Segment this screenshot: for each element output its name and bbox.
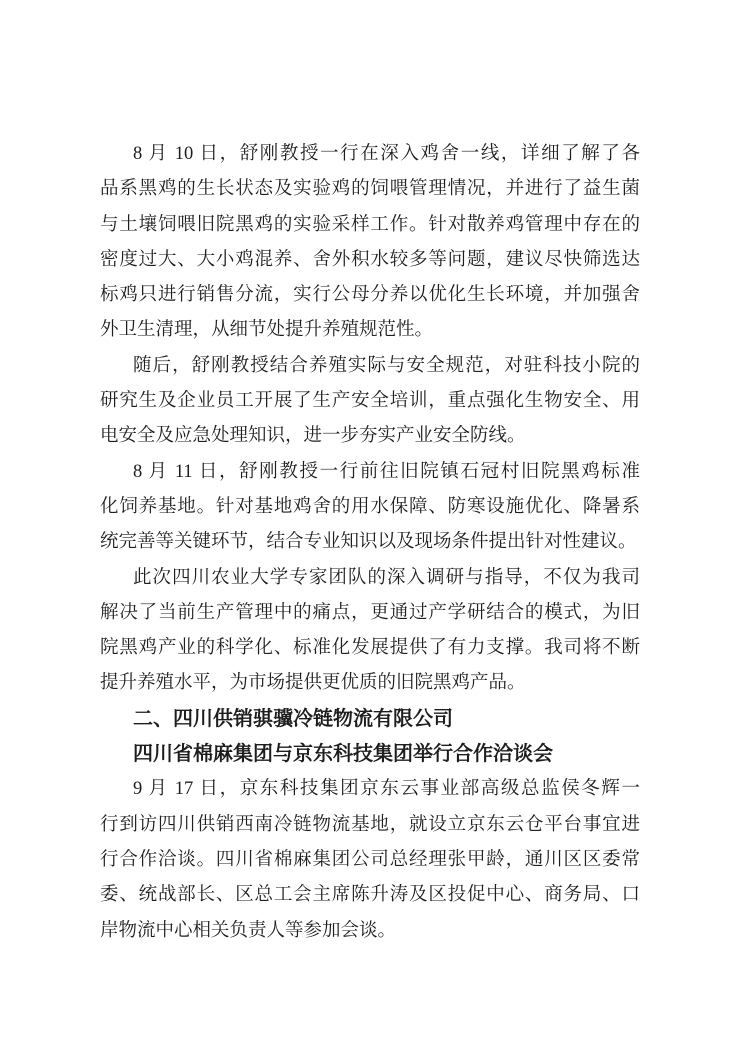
text-line: 与土壤饲喂旧院黑鸡的实验采样工作。针对散养鸡管理中存在的 [100,214,640,235]
paragraph-summary [100,561,640,702]
text-line: 品系黑鸡的生长状态及实验鸡的饲喂管理情况，并进行了益生菌 [100,179,640,200]
paragraph-safety-training [100,349,640,455]
text-line: 二、四川供销骐骥冷链物流有限公司 [133,707,453,730]
text-line: 随后，舒刚教授结合养殖实际与安全规范，对驻科技小院的 [133,355,640,376]
text-line: 8 月 11 日，舒刚教授一行前往旧院镇石冠村旧院黑鸡标准 [133,461,640,482]
text-line: 研究生及企业员工开展了生产安全培训，重点强化生物安全、用 [100,391,640,412]
subsection-heading-meeting [100,737,640,772]
text-line: 行到访四川供销西南冷链物流基地，就设立京东云仓平台事宜进 [100,814,640,835]
text-line: 统完善等关键环节，结合专业知识以及现场条件提出针对性建议。 [100,532,637,553]
paragraph-jd-meeting-sep17 [100,772,640,948]
text-line: 院黑鸡产业的科学化、标准化发展提供了有力支撑。我司将不断 [100,638,640,659]
paragraph-expert-visit-aug10 [100,137,640,349]
paragraph-base-visit-aug11 [100,455,640,561]
text-line: 委、统战部长、区总工会主席陈升涛及区投促中心、商务局、口 [100,885,640,906]
text-line: 岸物流中心相关负责人等参加会谈。 [100,920,397,941]
text-line: 解决了当前生产管理中的痛点，更通过产学研结合的模式，为旧 [100,602,640,623]
text-line: 9 月 17 日，京东科技集团京东云事业部高级总监侯冬辉一 [133,779,640,800]
text-line: 提升养殖水平，为市场提供更优质的旧院黑鸡产品。 [100,673,526,694]
text-line: 密度过大、大小鸡混养、舍外积水较多等问题，建议尽快筛选达 [100,249,640,270]
text-line: 标鸡只进行销售分流，实行公母分养以优化生长环境，并加强舍 [100,285,640,306]
text-line: 四川省棉麻集团与京东科技集团举行合作洽谈会 [133,743,553,766]
section-heading-company [100,702,640,737]
document-page [100,137,640,949]
text-line: 化饲养基地。针对基地鸡舍的用水保障、防寒设施优化、降暑系 [100,496,640,517]
text-line: 此次四川农业大学专家团队的深入调研与指导，不仅为我司 [133,567,640,588]
text-line: 行合作洽谈。四川省棉麻集团公司总经理张甲龄，通川区区委常 [100,849,640,870]
text-line: 外卫生清理，从细节处提升养殖规范性。 [100,320,434,341]
text-line: 电安全及应急处理知识，进一步夯实产业安全防线。 [100,426,526,447]
text-line: 8 月 10 日，舒刚教授一行在深入鸡舍一线，详细了解了各 [133,144,640,164]
